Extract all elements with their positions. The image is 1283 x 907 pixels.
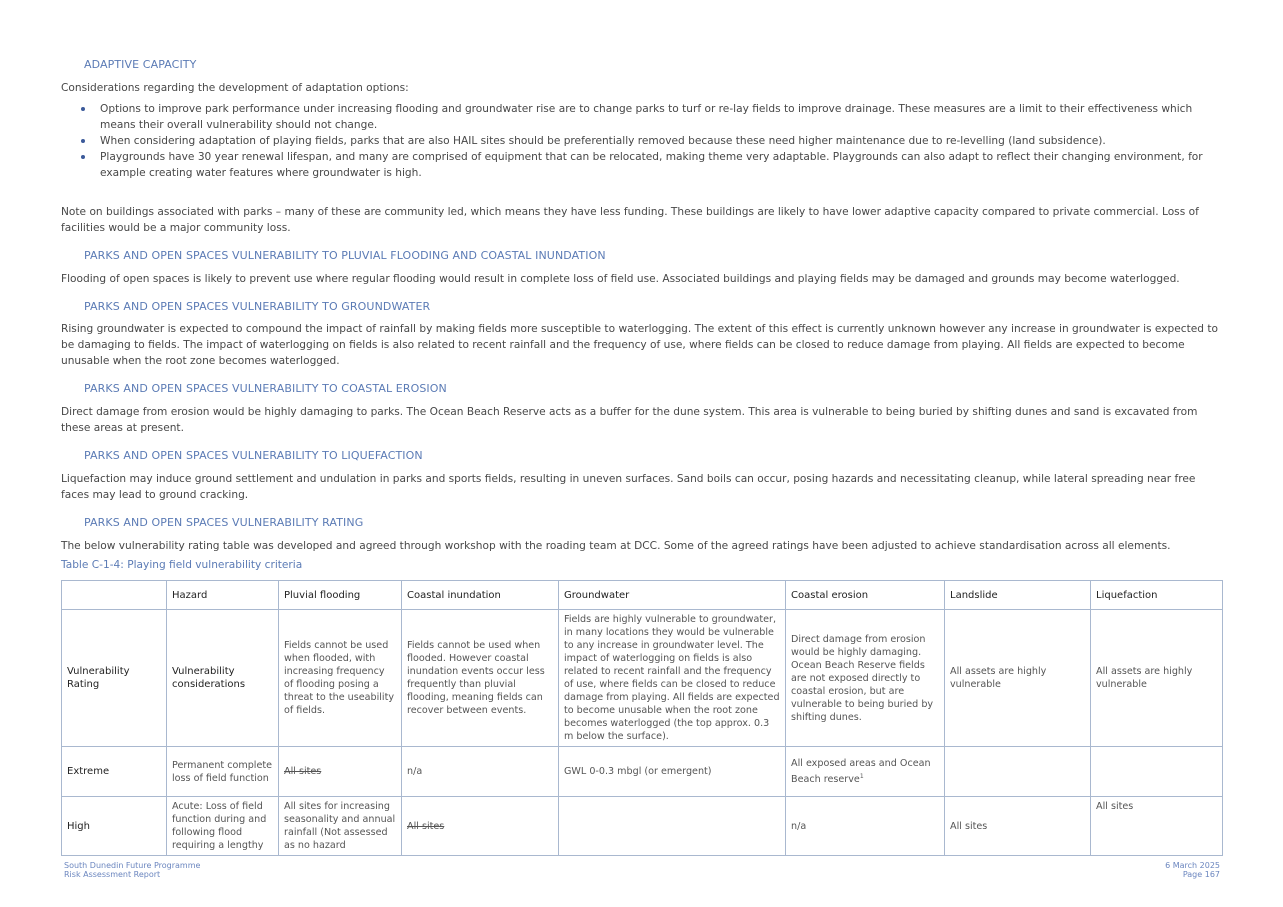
table-header-cell: Hazard bbox=[167, 581, 279, 610]
footer-left bbox=[64, 861, 200, 879]
table-cell bbox=[786, 747, 945, 797]
table-cell bbox=[559, 797, 786, 856]
table-cell bbox=[945, 747, 1091, 797]
footer-report-name: Risk Assessment Report bbox=[64, 870, 161, 879]
table-row bbox=[62, 747, 1223, 797]
section-body-pluvial: Flooding of open spaces is likely to prevent use where regular flooding would result in complete loss of field use. Associated buildings and playing fields may be damaged and grounds may become waterlogged. bbox=[61, 273, 1180, 285]
section-heading-groundwater: PARKS AND OPEN SPACES VULNERABILITY TO GROUNDWATER bbox=[84, 300, 431, 313]
table-cell: GWL 0-0.3 mbgl (or emergent) bbox=[559, 747, 786, 797]
section-body-liquefaction: Liquefaction may induce ground settlement and undulation in parks and sports fields, resulting in uneven surfaces. Sand boils can occur, posing hazards and necessitating cleanup, while lateral spreading near free faces may lead to ground cracking. bbox=[61, 473, 1196, 501]
row-label: Extreme bbox=[62, 747, 167, 797]
list-item: When considering adaptation of playing fields, parks that are also HAIL sites should be preferentially removed because these need higher maintenance due to re-levelling (land subsidence). bbox=[61, 133, 1222, 149]
page-number: Page 167 bbox=[1182, 870, 1220, 879]
table-cell: n/a bbox=[402, 747, 559, 797]
table-cell: n/a bbox=[786, 797, 945, 856]
table-row bbox=[62, 610, 1223, 747]
section-heading-liquefaction: PARKS AND OPEN SPACES VULNERABILITY TO LIQUEFACTION bbox=[84, 449, 423, 462]
list-item: Playgrounds have 30 year renewal lifespan, and many are comprised of equipment that can be relocated, making theme very adaptable. Playgrounds can also adapt to reflect their changing environment, for example creating water features where groundwater is high. bbox=[61, 149, 1222, 181]
section-heading-rating: PARKS AND OPEN SPACES VULNERABILITY RATING bbox=[84, 516, 364, 529]
footnote-marker: 1 bbox=[859, 772, 864, 780]
row-label: High bbox=[62, 797, 167, 856]
table-cell: All sites for increasing seasonality and annual rainfall (Not assessed as no hazard bbox=[279, 797, 402, 856]
struck-text: All sites bbox=[284, 766, 322, 777]
section-heading-coastal-erosion: PARKS AND OPEN SPACES VULNERABILITY TO COASTAL EROSION bbox=[84, 382, 447, 395]
section-body-coastal-erosion: Direct damage from erosion would be highly damaging to parks. The Ocean Beach Reserve acts as a buffer for the dune system. This area is vulnerable to being buried by shifting dunes and sand is excavated from these areas at present. bbox=[61, 406, 1198, 434]
table-header-cell: Groundwater bbox=[559, 581, 786, 610]
list-item: Options to improve park performance under increasing flooding and groundwater rise are to change parks to turf or re-lay fields to improve drainage. These measures are a limit to their effectiveness which means their overall vulnerability should not change. bbox=[61, 101, 1222, 133]
section-heading-pluvial: PARKS AND OPEN SPACES VULNERABILITY TO PLUVIAL FLOODING AND COASTAL INUNDATION bbox=[84, 249, 606, 262]
table-header-cell: Pluvial flooding bbox=[279, 581, 402, 610]
table-cell: Acute: Loss of field function during and following flood requiring a lengthy bbox=[167, 797, 279, 856]
row-label: Vulnerability Rating bbox=[62, 610, 167, 747]
table-header-cell: Landslide bbox=[945, 581, 1091, 610]
table-caption: Table C-1-4: Playing field vulnerability criteria bbox=[61, 559, 303, 571]
buildings-note: Note on buildings associated with parks – many of these are community led, which means they have less funding. These buildings are likely to have lower adaptive capacity compared to private commercial. Loss of facilities would be a major community loss. bbox=[61, 206, 1199, 234]
table-header-row bbox=[62, 581, 1223, 610]
cell-text: All exposed areas and Ocean Beach reserve bbox=[791, 757, 931, 786]
adaptation-options-list bbox=[61, 101, 1222, 181]
table-cell bbox=[402, 797, 559, 856]
table-cell: Fields cannot be used when flooded. However coastal inundation events occur less frequently than pluvial flooding, meaning fields can recover between events. bbox=[402, 610, 559, 747]
footer-right bbox=[1165, 861, 1220, 879]
table-cell bbox=[1091, 747, 1223, 797]
struck-text: All sites bbox=[407, 820, 445, 832]
table-cell: Fields cannot be used when flooded, with increasing frequency of flooding posing a threat to the useability of fields. bbox=[279, 610, 402, 747]
table-cell: Direct damage from erosion would be highly damaging. Ocean Beach Reserve fields are not exposed directly to coastal erosion, but are vulnerable to being buried by shifting dunes. bbox=[786, 610, 945, 747]
table-cell: All assets are highly vulnerable bbox=[1091, 610, 1223, 747]
footer-date: 6 March 2025 bbox=[1165, 861, 1220, 870]
table-cell: All sites bbox=[1091, 797, 1223, 856]
table-cell: Fields are highly vulnerable to groundwater, in many locations they would be vulnerable to any increase in groundwater level. The impact of waterlogging on fields is also related to recent rainfall and the frequency of use, where fields can be closed to reduce damage from playing. All fields are expected to become unusable when the root zone becomes waterlogged (the top approx. 0.3 m below the surface). bbox=[559, 610, 786, 747]
vulnerability-criteria-table bbox=[61, 580, 1223, 856]
table-header-cell: Coastal erosion bbox=[786, 581, 945, 610]
section-body-rating: The below vulnerability rating table was developed and agreed through workshop with the roading team at DCC. Some of the agreed ratings have been adjusted to achieve standardisation across all elements. bbox=[61, 540, 1171, 552]
row-sublabel: Vulnerability considerations bbox=[167, 610, 279, 747]
table-cell bbox=[279, 747, 402, 797]
table-row bbox=[62, 797, 1223, 856]
adaptive-capacity-intro: Considerations regarding the development of adaptation options: bbox=[61, 82, 409, 94]
table-header-cell: Liquefaction bbox=[1091, 581, 1223, 610]
table-cell: All sites bbox=[945, 797, 1091, 856]
footer-programme-name: South Dunedin Future Programme bbox=[64, 861, 201, 870]
table-cell: All assets are highly vulnerable bbox=[945, 610, 1091, 747]
adaptive-capacity-heading: ADAPTIVE CAPACITY bbox=[84, 58, 197, 71]
table-header-cell bbox=[62, 581, 167, 610]
table-cell: Permanent complete loss of field function bbox=[167, 747, 279, 797]
table-header-cell: Coastal inundation bbox=[402, 581, 559, 610]
section-body-groundwater: Rising groundwater is expected to compound the impact of rainfall by making fields more susceptible to waterlogging. The extent of this effect is currently unknown however any increase in groundwater is expected to be damaging to fields. The impact of waterlogging on fields is also related to recent rainfall and the frequency of use, where fields can be closed to reduce damage from playing. All fields are expected to become unusable when the root zone becomes waterlogged. bbox=[61, 323, 1218, 367]
